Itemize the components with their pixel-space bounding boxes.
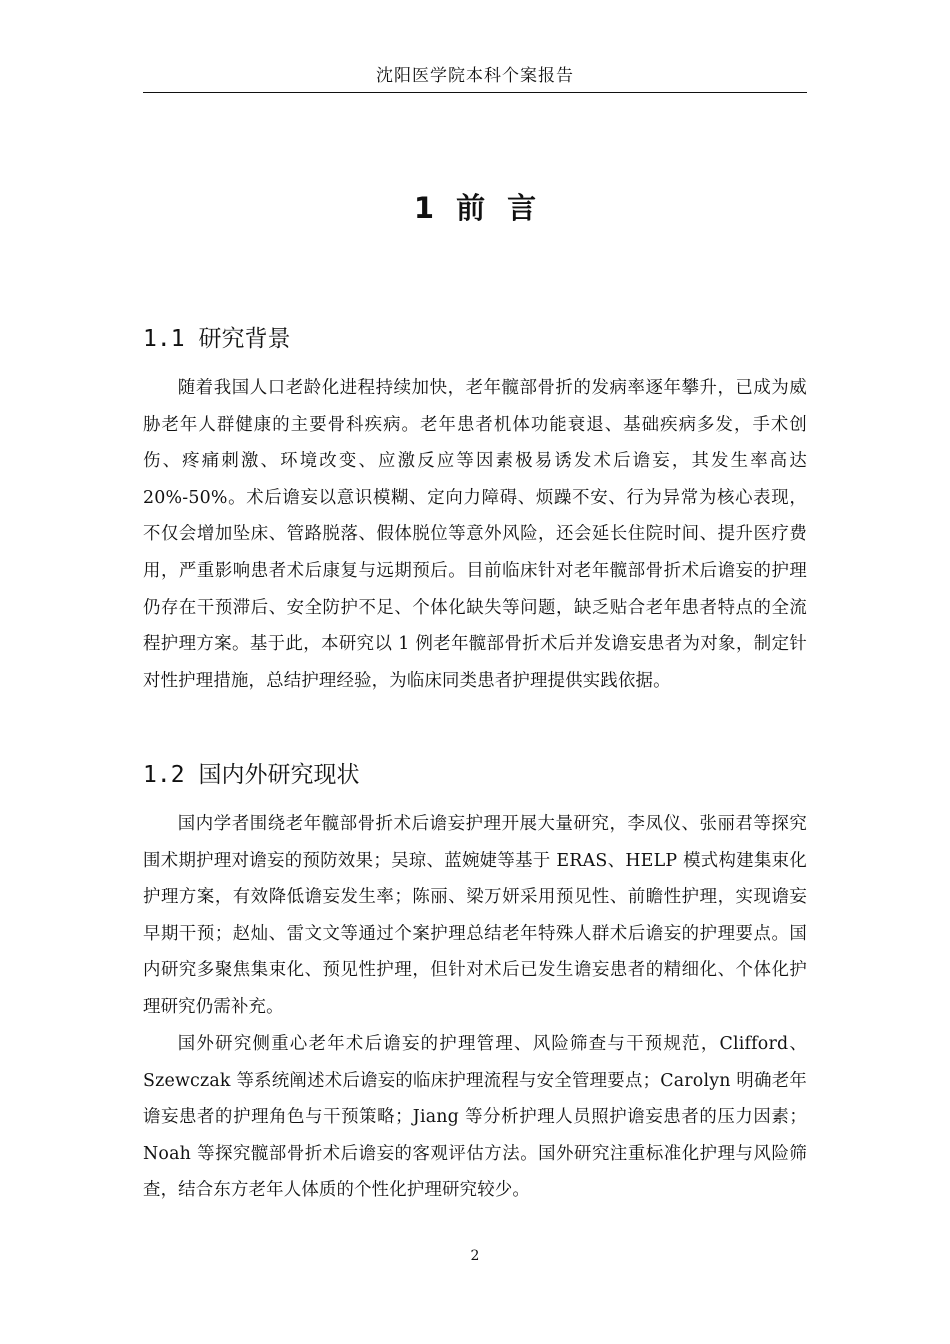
body-paragraph: 国外研究侧重心老年术后谵妄的护理管理、风险筛查与干预规范，Clifford、Szewczak 等系统阐述术后谵妄的临床护理流程与安全管理要点；Carolyn 明确老年谵妄患者的护理角色与干预策略；Jiang 等分析护理人员照护谵妄患者的压力因素；Noah 等探究髋部骨折术后谵妄的客观评估方法。国外研究注重标准化护理与风险筛查，结合东方老年人体质的个性化护理研究较少。 [143, 1034, 807, 1201]
section-title: 国内外研究现状 [198, 762, 360, 788]
section-title: 研究背景 [198, 326, 291, 352]
section-number: 1.1 [143, 326, 185, 352]
running-header: 沈阳医学院本科个案报告 [376, 66, 574, 86]
section-heading-research-status [143, 759, 807, 791]
chapter-number: 1 [413, 191, 435, 225]
chapter-title-part2: 言 [507, 191, 537, 225]
section-number: 1.2 [143, 762, 185, 788]
chapter-title-part1: 前 [456, 191, 486, 225]
chapter-title [143, 188, 807, 228]
body-paragraph: 随着我国人口老龄化进程持续加快，老年髋部骨折的发病率逐年攀升，已成为威胁老年人群健康的主要骨科疾病。老年患者机体功能衰退、基础疾病多发，手术创伤、疼痛刺激、环境改变、应激反应等因素极易诱发术后谵妄，其发生率高达 20%-50%。术后谵妄以意识模糊、定向力障碍、烦躁不安、行为异常为核心表现，不仅会增加坠床、管路脱落、假体脱位等意外风险，还会延长住院时间、提升医疗费用，严重影响患者术后康复与远期预后。目前临床针对老年髋部骨折术后谵妄的护理仍存在干预滞后、安全防护不足、个体化缺失等问题，缺乏贴合老年患者特点的全流程护理方案。基于此，本研究以 1 例老年髋部骨折术后并发谵妄患者为对象，制定针对性护理措施，总结护理经验，为临床同类患者护理提供实践依据。 [143, 378, 807, 691]
header-rule [143, 92, 807, 93]
body-paragraph: 国内学者围绕老年髋部骨折术后谵妄护理开展大量研究，李凤仪、张丽君等探究围术期护理对谵妄的预防效果；吴琼、蓝婉婕等基于 ERAS、HELP 模式构建集束化护理方案，有效降低谵妄发生率；陈丽、梁万妍采用预见性、前瞻性护理，实现谵妄早期干预；赵灿、雷文文等通过个案护理总结老年特殊人群术后谵妄的护理要点。国内研究多聚焦集束化、预见性护理，但针对术后已发生谵妄患者的精细化、个体化护理研究仍需补充。 [143, 814, 807, 1017]
page-number: 2 [470, 1248, 480, 1264]
section-heading-research-background [143, 323, 807, 355]
